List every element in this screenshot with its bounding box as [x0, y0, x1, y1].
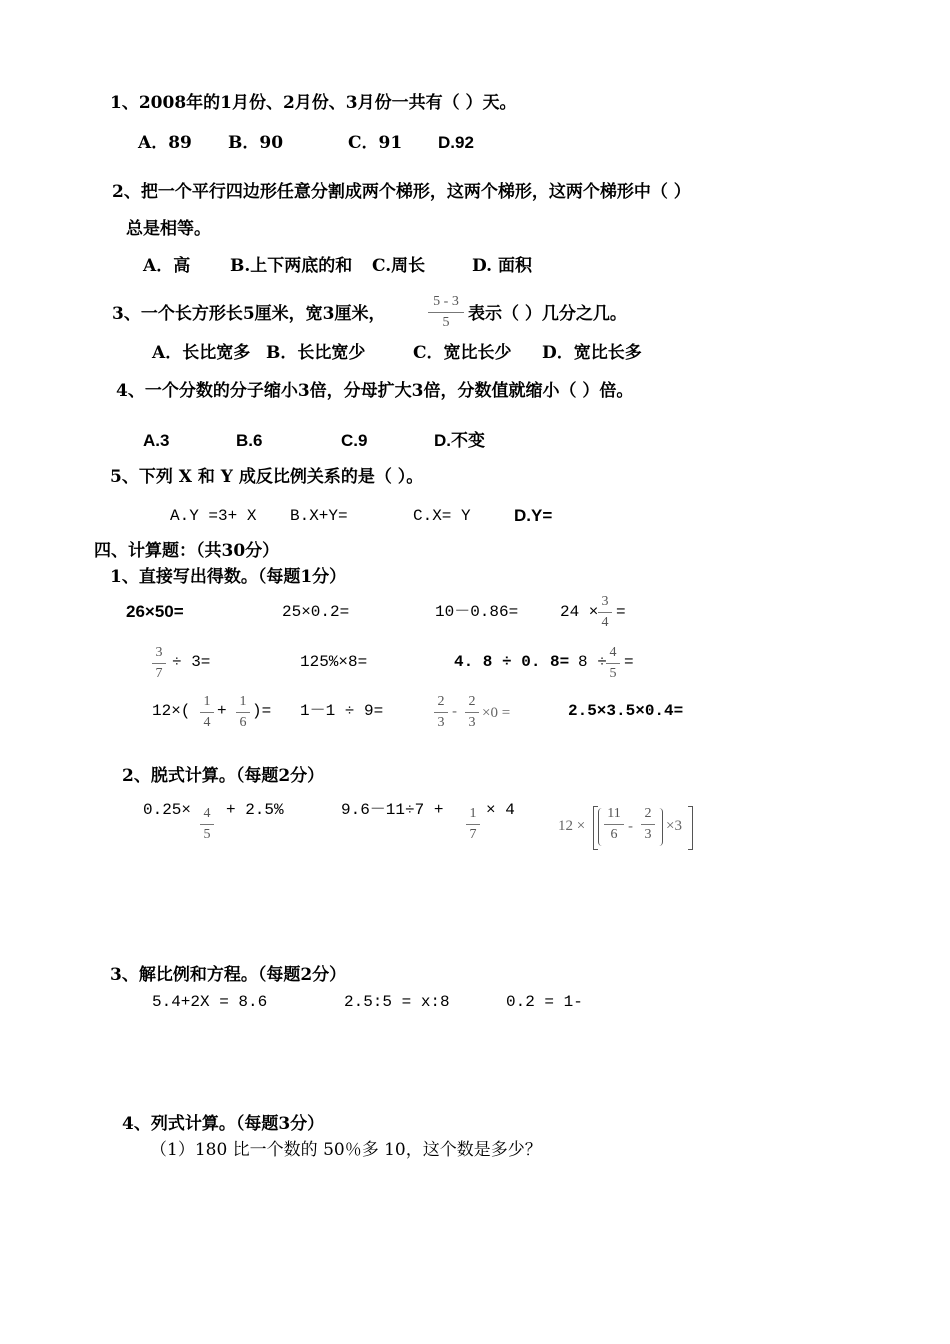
times-zero-equals: ×0 = — [482, 705, 511, 721]
fraction-3-7 — [152, 645, 166, 682]
q1-option-d: D.92 — [438, 133, 474, 152]
calc-24x-equals: = — [616, 603, 626, 621]
section-4-title: 四、计算题：（共30分） — [94, 541, 280, 561]
q4-option-b: B.6 — [236, 431, 263, 450]
q1-option-a: A．89 — [138, 133, 192, 153]
fraction-4-5-expr1 — [200, 806, 214, 843]
fraction-numerator: 11 — [607, 806, 621, 821]
expr2-prefix: 9.6－11÷7 + — [341, 801, 444, 819]
fraction-denominator: 6 — [239, 715, 247, 730]
minus-sign: - — [452, 702, 458, 720]
q3-stem-b: 表示（ ）几分之几。 — [468, 304, 627, 324]
calc-125pct-x8: 125%×8= — [300, 653, 368, 671]
q4-stem: 4、一个分数的分子缩小3倍，分母扩大3倍，分数值就缩小（ ）倍。 — [116, 381, 634, 401]
q5-option-c: C.X= Y — [413, 507, 471, 525]
calc-4.8-div-0.8: 4. 8 ÷ 0. 8= — [454, 653, 570, 671]
equation-1: 5.4+2X = 8.6 — [152, 993, 268, 1011]
q5-option-b: B.X+Y= — [290, 507, 348, 525]
fraction-denominator: 3 — [468, 715, 476, 730]
q4-option-c: C.9 — [341, 431, 368, 450]
q3-fraction — [428, 294, 464, 331]
fraction-1-6 — [236, 694, 250, 731]
word-problem-1: （1）180 比一个数的 50％多 10，这个数是多少？ — [150, 1140, 542, 1160]
calc-24x-prefix: 24 × — [560, 603, 599, 621]
q3-fraction-numerator: 5 - 3 — [433, 294, 459, 309]
equation-3: 0.2 = 1- — [506, 993, 583, 1011]
calc-12x-open: 12×( — [152, 702, 191, 720]
q3-option-c: C．宽比长少 — [413, 343, 512, 363]
fraction-numerator: 1 — [203, 694, 211, 709]
fraction-numerator: 4 — [203, 806, 211, 821]
q1-option-c: C．91 — [348, 133, 403, 153]
part-1-title: 1、直接写出得数。（每题1分） — [110, 567, 347, 587]
right-square-bracket — [688, 806, 693, 850]
part-2-title: 2、脱式计算。（每题2分） — [122, 766, 325, 786]
fraction-4-5 — [606, 645, 620, 682]
expr1-prefix: 0.25× — [143, 801, 192, 819]
q1-option-b: B．90 — [228, 133, 284, 153]
fraction-numerator: 2 — [437, 694, 445, 709]
calc-10-0.86: 10－0.86= — [435, 603, 519, 621]
q3-option-d: D．宽比长多 — [542, 343, 642, 363]
q3-fraction-denominator: 5 — [442, 315, 450, 330]
expr3-prefix: 12 × — [558, 818, 586, 834]
calc-12x-close: )= — [252, 702, 272, 720]
q1-stem: 1、2008年的1月份、2月份、3月份一共有（ ）天。 — [110, 93, 517, 113]
fraction-2-3-expr3 — [641, 806, 655, 843]
q3-option-a: A．长比宽多 — [152, 343, 251, 363]
fraction-denominator: 4 — [601, 615, 609, 630]
fraction-denominator: 3 — [437, 715, 445, 730]
q5-option-d: D.Y= — [514, 506, 553, 525]
left-paren — [598, 808, 603, 846]
calc-8-div-prefix: 8 ÷ — [578, 653, 607, 671]
fraction-3-4 — [598, 594, 612, 631]
fraction-denominator: 6 — [610, 827, 618, 842]
fraction-1-7 — [466, 806, 480, 843]
calc-div-3: ÷ 3= — [172, 653, 211, 671]
fraction-numerator: 2 — [644, 806, 652, 821]
right-paren — [658, 808, 663, 846]
q5-option-a: A.Y =3+ X — [170, 507, 257, 525]
fraction-numerator: 3 — [601, 594, 609, 609]
fraction-11-6 — [604, 806, 624, 843]
fraction-denominator: 5 — [203, 827, 211, 842]
fraction-denominator: 3 — [644, 827, 652, 842]
expr1-suffix: + 2.5% — [226, 801, 284, 819]
fraction-denominator: 5 — [609, 666, 617, 681]
q4-option-d: D.不变 — [434, 431, 485, 450]
q3-option-b: B．长比宽少 — [266, 343, 366, 363]
fraction-2-3 — [434, 694, 448, 731]
q5-stem: 5、下列 X 和 Y 成反比例关系的是（ ）。 — [110, 467, 424, 487]
fraction-numerator: 4 — [609, 645, 617, 660]
q2-option-b: B.上下两底的和 — [230, 256, 353, 276]
q2-stem: 2、把一个平行四边形任意分割成两个梯形，这两个梯形，这两个梯形中（ ） — [112, 182, 691, 202]
fraction-2-3-b — [465, 694, 479, 731]
expr2-suffix: × 4 — [486, 801, 515, 819]
fraction-denominator: 7 — [469, 827, 477, 842]
equation-2: 2.5:5 = x:8 — [344, 993, 450, 1011]
calc-8-div-equals: = — [624, 653, 634, 671]
part-3-title: 3、解比例和方程。（每题2分） — [110, 965, 347, 985]
fraction-1-4 — [200, 694, 214, 731]
fraction-numerator: 3 — [155, 645, 163, 660]
q2-option-d: D. 面积 — [472, 256, 532, 276]
q2-option-a: A．高 — [143, 256, 191, 276]
calc-25x0.2: 25×0.2= — [282, 603, 350, 621]
fraction-numerator: 1 — [469, 806, 477, 821]
fraction-denominator: 7 — [155, 666, 163, 681]
plus-sign: + — [217, 702, 227, 720]
calc-26x50: 26×50= — [126, 602, 184, 621]
q3-stem-a: 3、一个长方形长5厘米，宽3厘米， — [112, 304, 386, 324]
q4-option-a: A.3 — [143, 431, 170, 450]
calc-2.5x3.5x0.4: 2.5×3.5×0.4= — [568, 702, 684, 720]
q2-option-c: C.周长 — [372, 256, 426, 276]
fraction-denominator: 4 — [203, 715, 211, 730]
fraction-numerator: 2 — [468, 694, 476, 709]
q2-stem-continued: 总是相等。 — [126, 219, 211, 239]
part-4-title: 4、列式计算。（每题3分） — [122, 1114, 325, 1134]
fraction-numerator: 1 — [239, 694, 247, 709]
minus-sign-expr3: - — [628, 817, 634, 835]
calc-1-minus-1-div-9: 1－1 ÷ 9= — [300, 702, 384, 720]
expr3-times-3: ×3 — [666, 818, 682, 834]
